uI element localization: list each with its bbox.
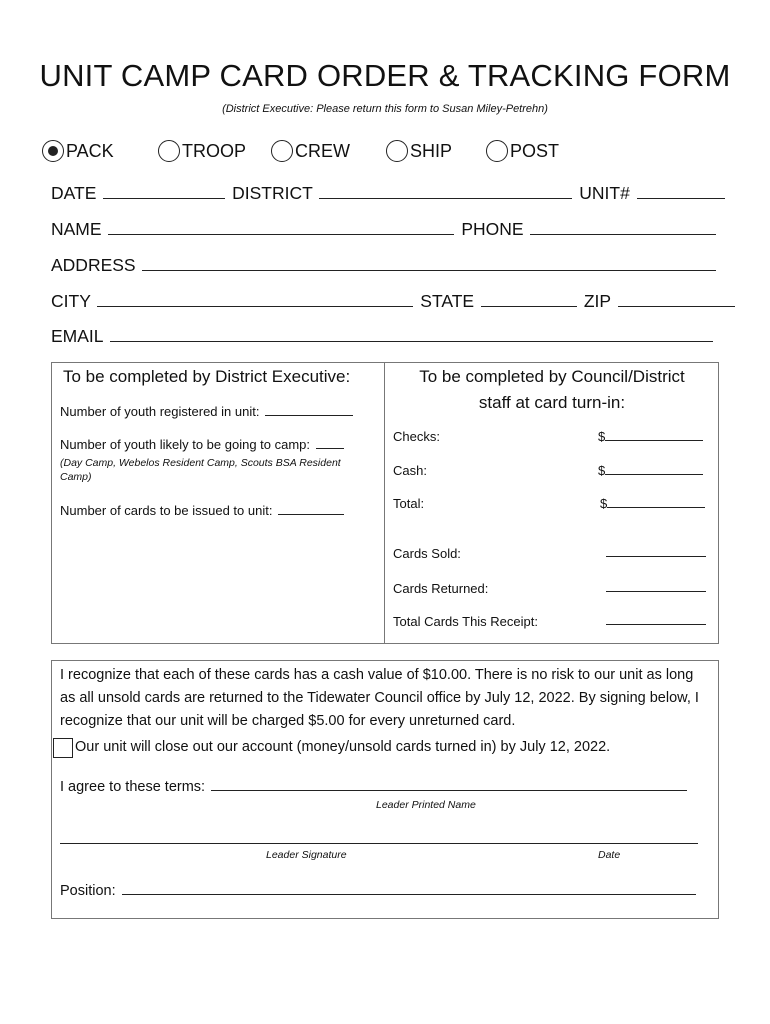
form-subtitle: (District Executive: Please return this form to Susan Miley-Petrehn) [222,103,548,115]
leader-signature-field[interactable] [60,843,698,844]
total-cards-field[interactable] [606,624,706,625]
date-field[interactable] [103,184,225,199]
row-address [51,255,718,276]
cash-field[interactable] [605,463,703,475]
youth-camp-row [60,437,346,452]
radio-circle-icon [386,140,408,162]
position-label: Position: [60,883,116,899]
total-cards-label: Total Cards This Receipt: [393,614,538,629]
phone-field[interactable] [530,220,716,235]
zip-field[interactable] [618,292,735,307]
radio-label: SHIP [410,140,453,161]
agree-row [60,778,689,795]
leader-printed-name-field[interactable] [211,778,687,791]
youth-registered-field[interactable] [265,404,353,416]
date-label: DATE [51,183,97,203]
checks-label: Checks: [393,429,440,444]
radio-crew[interactable] [271,138,350,164]
address-label: ADDRESS [51,255,136,275]
radio-circle-icon [42,140,64,162]
radio-circle-icon [158,140,180,162]
checks-currency: $ [598,429,606,444]
row-email [51,326,715,347]
radio-ship[interactable] [386,138,452,164]
signature-caption: Leader Signature [266,849,347,861]
council-staff-heading-line2: staff at card turn-in: [478,393,626,412]
total-currency: $ [600,496,608,511]
youth-registered-row [60,404,355,419]
radio-label: PACK [66,140,114,161]
youth-registered-label: Number of youth registered in unit: [60,404,260,419]
radio-circle-icon [271,140,293,162]
terms-text: I recognize that each of these cards has a cash value of $10.00. There is no risk to our unit as long as all unsold cards are returned to the Tidewater Council office by July 12, 2022. By signing below, I recognize that our unit will be charged $5.00 for every unreturned card. [60,667,699,729]
total-field[interactable] [607,496,705,508]
checks-amount-row [598,429,705,444]
closeout-label: Our unit will close out our account (money/unsold cards turned in) by July 12, 2022. [75,739,611,755]
city-label: CITY [51,291,91,311]
cards-returned-field[interactable] [606,591,706,592]
radio-post[interactable] [486,138,559,164]
district-executive-heading: To be completed by District Executive: [63,367,351,386]
printed-name-caption: Leader Printed Name [376,799,476,811]
camp-note: (Day Camp, Webelos Resident Camp, Scouts BSA Resident Camp) [60,457,341,483]
district-field[interactable] [319,184,572,199]
radio-dot-icon [48,146,58,156]
radio-label: TROOP [182,140,247,161]
radio-label: CREW [295,140,350,161]
city-field[interactable] [97,292,413,307]
position-row [60,882,698,899]
email-label: EMAIL [51,326,103,346]
cards-issued-row [60,503,346,518]
state-field[interactable] [481,292,577,307]
total-label: Total: [393,496,425,511]
total-amount-row [600,496,707,511]
closeout-checkbox[interactable] [53,738,73,758]
radio-label: POST [510,140,560,161]
youth-camp-label: Number of youth likely to be going to camp: [60,437,311,452]
unit-label: UNIT# [579,183,630,203]
row-date-district-unit [51,183,727,204]
state-label: STATE [420,291,475,311]
cards-sold-label: Cards Sold: [393,546,461,561]
form-title: UNIT CAMP CARD ORDER & TRACKING FORM [39,58,731,93]
address-field[interactable] [142,256,716,271]
position-field[interactable] [122,882,696,895]
radio-pack[interactable] [42,138,114,164]
agree-label: I agree to these terms: [60,779,206,795]
unit-number-field[interactable] [637,184,725,199]
checks-field[interactable] [605,429,703,441]
cards-sold-field[interactable] [606,556,706,557]
cash-currency: $ [598,463,606,478]
name-label: NAME [51,219,102,239]
council-staff-heading-line1: To be completed by Council/District [419,367,685,386]
phone-label: PHONE [461,219,524,239]
district-label: DISTRICT [232,183,313,203]
radio-circle-icon [486,140,508,162]
cards-issued-label: Number of cards to be issued to unit: [60,503,273,518]
email-field[interactable] [110,327,713,342]
date-caption: Date [598,849,621,861]
youth-camp-field[interactable] [316,437,344,449]
cards-issued-field[interactable] [278,503,344,515]
cards-returned-label: Cards Returned: [393,581,489,596]
name-field[interactable] [108,220,454,235]
cash-label: Cash: [393,463,427,478]
radio-troop[interactable] [158,138,246,164]
cash-amount-row [598,463,705,478]
row-city-state-zip [51,291,737,312]
row-name-phone [51,219,718,240]
zip-label: ZIP [583,291,611,311]
